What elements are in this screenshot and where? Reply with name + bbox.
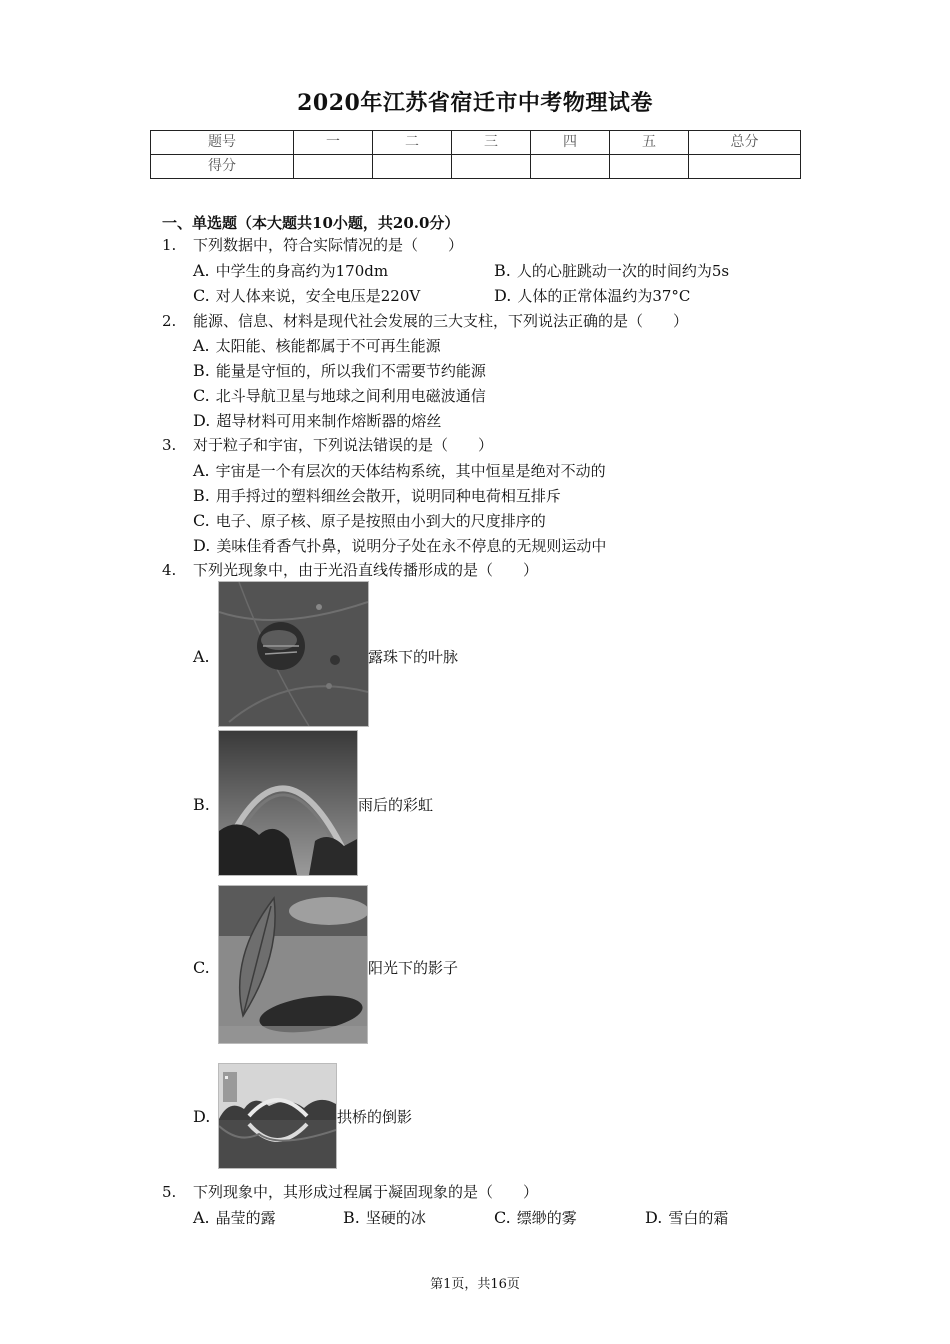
question-number: 4.: [162, 561, 177, 579]
option-a[interactable]: [193, 336, 441, 356]
score-input-cell[interactable]: [689, 155, 801, 179]
arch-bridge-reflection-image[interactable]: [218, 1063, 337, 1169]
option-letter: B.: [494, 261, 511, 280]
option-letter: B.: [193, 486, 210, 505]
option-b[interactable]: [494, 261, 729, 281]
option-c[interactable]: [193, 511, 546, 531]
option-d[interactable]: [193, 1107, 216, 1127]
question-stem: 下列数据中，符合实际情况的是（ ）: [193, 236, 464, 254]
option-letter: B.: [193, 361, 210, 380]
score-cell: 总分: [689, 131, 801, 155]
option-text: 拱桥的倒影: [337, 1108, 413, 1126]
option-text: 人的心脏跳动一次的时间约为5s: [516, 262, 730, 280]
option-b[interactable]: [193, 361, 486, 381]
question-number: 1.: [162, 236, 177, 254]
option-letter: D.: [494, 286, 512, 305]
option-text: 露珠下的叶脉: [368, 648, 459, 666]
score-input-cell[interactable]: [373, 155, 452, 179]
option-c[interactable]: [193, 386, 486, 406]
option-text: 美味佳肴香气扑鼻，说明分子处在永不停息的无规则运动中: [216, 537, 607, 555]
score-cell: 题号: [151, 131, 294, 155]
option-text: 雪白的霜: [668, 1209, 729, 1227]
option-text: 北斗导航卫星与地球之间利用电磁波通信: [215, 387, 486, 405]
question-stem: 对于粒子和宇宙，下列说法错误的是（ ）: [193, 436, 494, 454]
score-input-cell[interactable]: [452, 155, 531, 179]
score-cell: 三: [452, 131, 531, 155]
score-input-cell[interactable]: [294, 155, 373, 179]
option-c[interactable]: [193, 286, 420, 306]
score-table-header-row: [151, 131, 801, 155]
score-cell: 四: [531, 131, 610, 155]
option-d[interactable]: [645, 1208, 728, 1228]
option-letter: C.: [193, 286, 210, 305]
option-a[interactable]: [193, 261, 388, 281]
option-letter: A.: [193, 647, 210, 666]
option-text: 坚硬的冰: [365, 1209, 426, 1227]
option-letter: C.: [193, 958, 210, 977]
option-a[interactable]: [193, 1208, 276, 1228]
score-cell: 一: [294, 131, 373, 155]
option-letter: B.: [343, 1208, 360, 1227]
score-cell: 二: [373, 131, 452, 155]
page-footer: 第1页，共16页: [430, 1277, 520, 1292]
question-stem: 能源、信息、材料是现代社会发展的三大支柱，下列说法正确的是（ ）: [193, 312, 689, 330]
option-a[interactable]: [193, 461, 606, 481]
option-text: 中学生的身高约为170dm: [215, 262, 389, 280]
score-table-score-row: [151, 155, 801, 179]
question-stem: 下列现象中，其形成过程属于凝固现象的是（ ）: [193, 1183, 539, 1201]
question-number: 3.: [162, 436, 177, 454]
option-text: 太阳能、核能都属于不可再生能源: [215, 337, 441, 355]
option-text: 晶莹的露: [215, 1209, 276, 1227]
option-text: 雨后的彩虹: [358, 796, 434, 814]
question-number: 2.: [162, 312, 177, 330]
option-text: 用手捋过的塑料细丝会散开，说明同种电荷相互排斥: [215, 487, 561, 505]
option-text: 阳光下的影子: [368, 959, 459, 977]
option-b[interactable]: [193, 795, 216, 815]
option-text: 缥缈的雾: [516, 1209, 577, 1227]
option-c[interactable]: [193, 958, 216, 978]
leaf-shadow-image[interactable]: [218, 885, 368, 1044]
option-letter: A.: [193, 1208, 210, 1227]
dew-drop-leaf-image[interactable]: [218, 581, 369, 727]
option-d[interactable]: [494, 286, 690, 306]
option-c[interactable]: [494, 1208, 577, 1228]
option-text: 能量是守恒的，所以我们不需要节约能源: [215, 362, 486, 380]
question-stem: 下列光现象中，由于光沿直线传播形成的是（ ）: [193, 561, 539, 579]
option-letter: D.: [645, 1208, 663, 1227]
option-b[interactable]: [343, 1208, 426, 1228]
page-title: 2020年江苏省宿迁市中考物理试卷: [297, 90, 653, 116]
rainbow-image[interactable]: [218, 730, 358, 876]
score-input-cell[interactable]: [531, 155, 610, 179]
option-letter: A.: [193, 461, 210, 480]
score-cell: 五: [610, 131, 689, 155]
option-a[interactable]: [193, 647, 216, 667]
score-table: [150, 130, 801, 179]
option-letter: C.: [193, 386, 210, 405]
option-letter: B.: [193, 795, 210, 814]
option-text: 超导材料可用来制作熔断器的熔丝: [216, 412, 442, 430]
question-number: 5.: [162, 1183, 177, 1201]
option-letter: C.: [193, 511, 210, 530]
option-text: 对人体来说，安全电压是220V: [215, 287, 421, 305]
section-heading: 一、单选题（本大题共10小题，共20.0分）: [162, 214, 460, 232]
option-letter: A.: [193, 261, 210, 280]
option-letter: D.: [193, 411, 211, 430]
option-letter: D.: [193, 536, 211, 555]
option-letter: D.: [193, 1107, 211, 1126]
option-b[interactable]: [193, 486, 561, 506]
option-text: 人体的正常体温约为37°C: [517, 287, 691, 305]
score-input-cell[interactable]: [610, 155, 689, 179]
option-d[interactable]: [193, 536, 606, 556]
option-d[interactable]: [193, 411, 441, 431]
score-row-label: 得分: [151, 155, 294, 179]
option-text: 电子、原子核、原子是按照由小到大的尺度排序的: [215, 512, 546, 530]
option-text: 宇宙是一个有层次的天体结构系统，其中恒星是绝对不动的: [215, 462, 606, 480]
option-letter: C.: [494, 1208, 511, 1227]
option-letter: A.: [193, 336, 210, 355]
